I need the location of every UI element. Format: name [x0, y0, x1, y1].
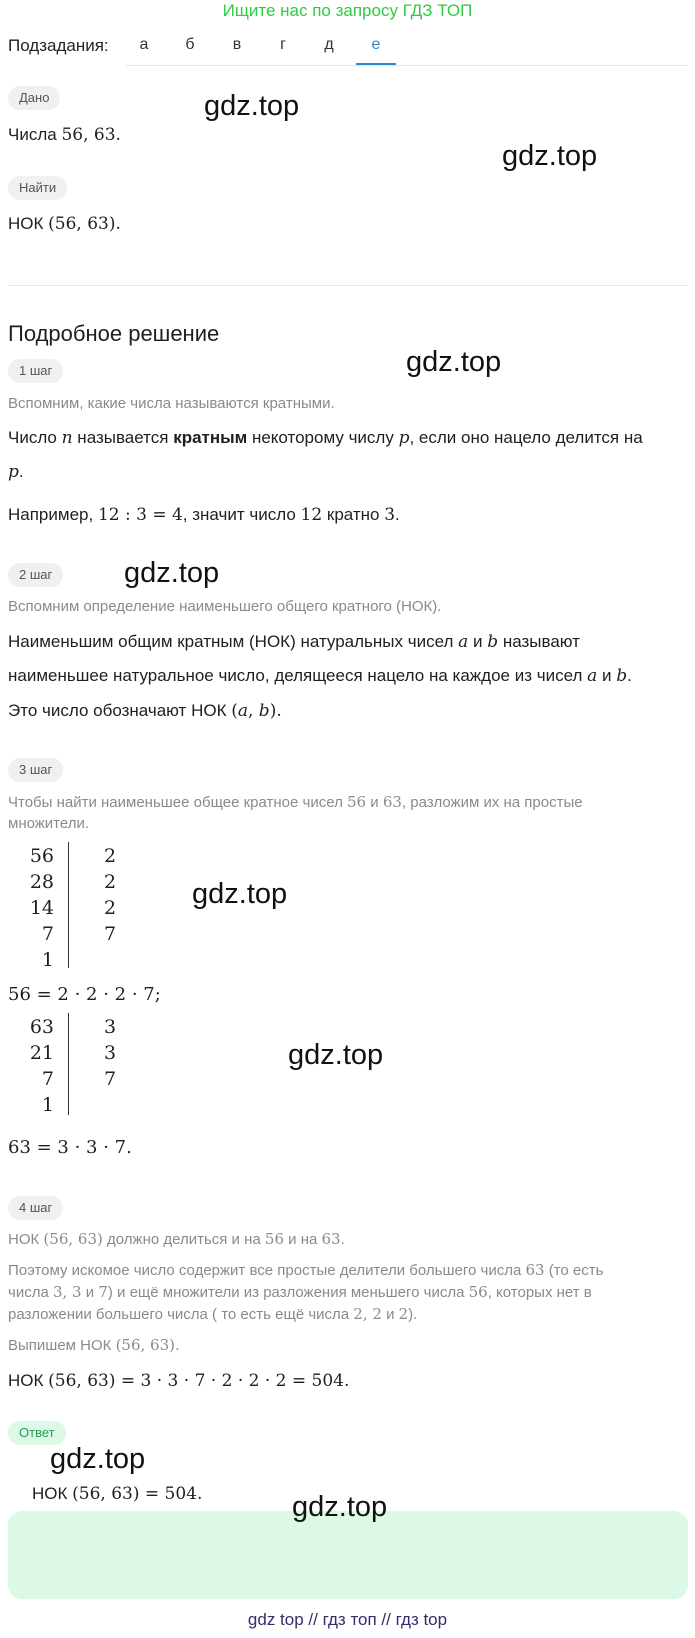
factor-table-63-divider — [68, 1013, 69, 1115]
answer-chip: Ответ — [8, 1421, 66, 1445]
factor-56-row1-left: 56 — [29, 845, 54, 867]
factor-56-row3-left: 14 — [29, 897, 54, 919]
step2-line1: Наименьшим общим кратным (НОК) натуральных чисел a и b называют — [8, 632, 580, 652]
tab-v[interactable]: в — [232, 36, 242, 53]
step4-chip: 4 шаг — [8, 1196, 63, 1220]
step4-hint-line1: НОК (56, 63) должно делиться и на 56 и на 63. — [8, 1230, 345, 1248]
factorization-56: 56 = 2 · 2 · 2 · 7; — [8, 984, 161, 1005]
find-text: НОК (56, 63). — [8, 214, 121, 234]
step4-hint-line3: числа 3, 3 и 7) и ещё множители из разложения меньшего числа 56, которых нет в — [8, 1283, 592, 1301]
watermark: gdz.top — [292, 1491, 388, 1523]
step3-hint-line2: множители. — [8, 815, 90, 832]
watermark: gdz.top — [406, 346, 502, 378]
step2-line2: наименьшее натуральное число, делящееся нацело на каждое из чисел a и b. — [8, 666, 632, 686]
tab-d[interactable]: д — [324, 36, 334, 53]
step2-hint: Вспомним определение наименьшего общего кратного (НОК). — [8, 598, 442, 615]
answer-text: НОК (56, 63) = 504. — [32, 1484, 203, 1504]
factor-63-row3-left: 7 — [41, 1068, 54, 1090]
tabs-baseline — [126, 65, 688, 66]
step1-hint: Вспомним, какие числа называются кратными. — [8, 395, 335, 412]
answer-box — [8, 1511, 688, 1599]
factorization-63: 63 = 3 · 3 · 7. — [8, 1137, 132, 1158]
step1-definition-line2: p. — [8, 462, 24, 482]
watermark: gdz.top — [124, 557, 220, 589]
factor-56-row4-right: 7 — [104, 923, 117, 945]
factor-56-row2-right: 2 — [104, 871, 117, 893]
step4-final-expression: НОК (56, 63) = 3 · 3 · 7 · 2 · 2 · 2 = 504. — [8, 1371, 350, 1391]
watermark: gdz.top — [204, 90, 300, 122]
watermark: gdz.top — [502, 140, 598, 172]
given-chip: Дано — [8, 86, 60, 110]
factor-56-row4-left: 7 — [41, 923, 54, 945]
given-text: Числа 56, 63. — [8, 125, 121, 145]
factor-56-row2-left: 28 — [29, 871, 54, 893]
watermark: gdz.top — [288, 1039, 384, 1071]
factor-63-row1-right: 3 — [104, 1016, 117, 1038]
search-banner: Ищите нас по запросу ГДЗ ТОП — [222, 1, 473, 20]
solution-title: Подробное решение — [8, 321, 220, 346]
factor-63-row2-left: 21 — [29, 1042, 54, 1064]
tab-b[interactable]: б — [185, 36, 195, 53]
watermark: gdz.top — [50, 1443, 146, 1475]
subtasks-label: Подзадания: — [8, 36, 109, 55]
factor-63-row4-left: 1 — [41, 1094, 54, 1116]
step1-chip: 1 шаг — [8, 359, 63, 383]
active-tab-indicator — [356, 63, 396, 65]
step3-chip: 3 шаг — [8, 758, 63, 782]
step3-hint-line1: Чтобы найти наименьшее общее кратное чисел 56 и 63, разложим их на простые — [8, 793, 583, 811]
factor-63-row2-right: 3 — [104, 1042, 117, 1064]
factor-56-row3-right: 2 — [104, 897, 117, 919]
step1-example: Например, 12 : 3 = 4, значит число 12 кратно 3. — [8, 505, 400, 525]
factor-63-row1-left: 63 — [29, 1016, 54, 1038]
step4-hint-line4: разложении большего числа ( то есть ещё числа 2, 2 и 2). — [8, 1305, 418, 1323]
step2-line3: Это число обозначают НОК (a, b). — [8, 701, 282, 721]
footer-links: gdz top // гдз топ // гдз top — [247, 1610, 448, 1629]
factor-63-row3-right: 7 — [104, 1068, 117, 1090]
step2-chip: 2 шаг — [8, 563, 63, 587]
factor-56-row1-right: 2 — [104, 845, 117, 867]
watermark: gdz.top — [192, 878, 288, 910]
tab-g[interactable]: г — [280, 36, 286, 53]
step4-hint-line5: Выпишем НОК (56, 63). — [8, 1336, 180, 1354]
find-chip: Найти — [8, 176, 67, 200]
step4-hint-line2: Поэтому искомое число содержит все простые делители большего числа 63 (то есть — [8, 1261, 604, 1279]
tab-a[interactable]: а — [139, 36, 149, 53]
tab-e[interactable]: е — [371, 36, 381, 53]
factor-table-56-divider — [68, 842, 69, 968]
factor-56-row5-left: 1 — [41, 949, 54, 971]
step1-definition-line1: Число n называется кратным некоторому числу p, если оно нацело делится на — [8, 428, 643, 448]
section-divider — [8, 285, 688, 286]
